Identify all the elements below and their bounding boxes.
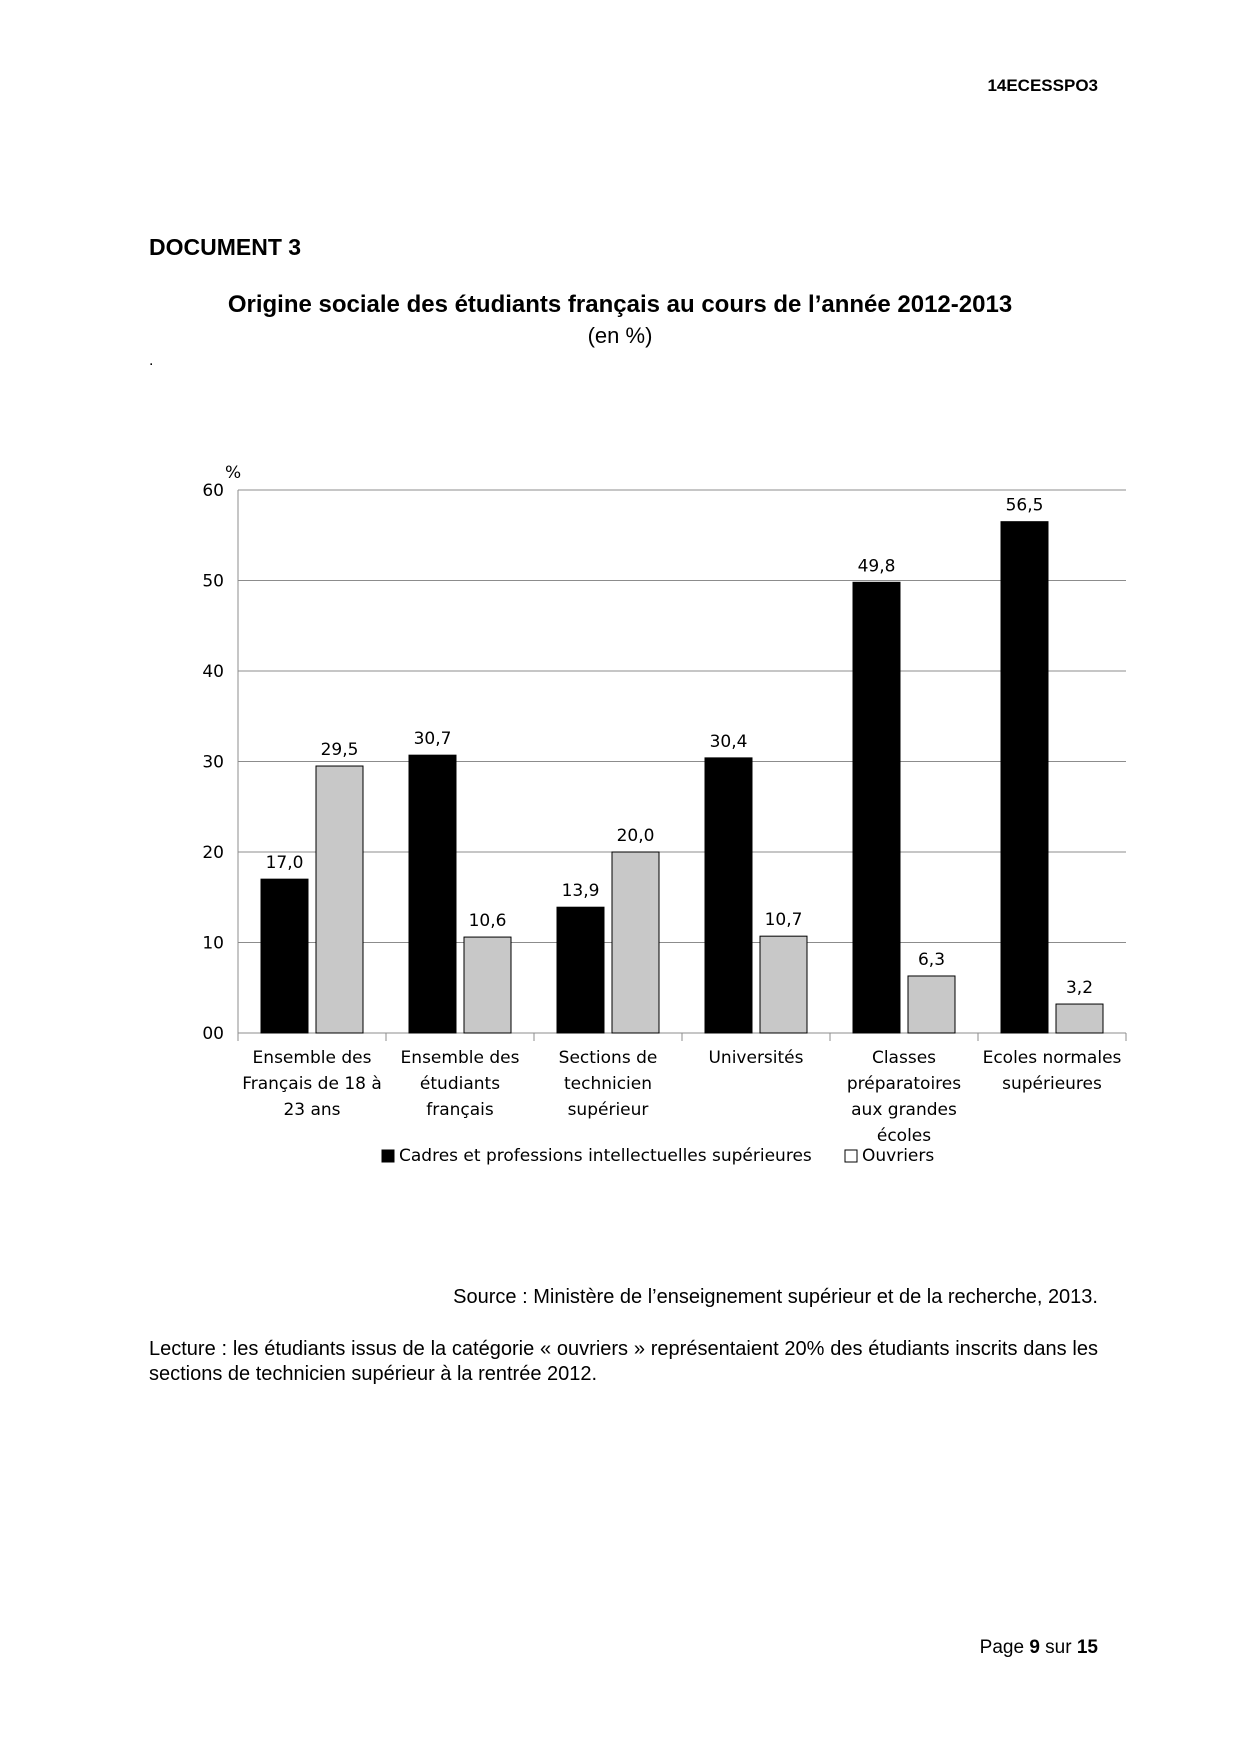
- category-label: supérieures: [1002, 1074, 1102, 1094]
- data-label: 6,3: [917, 949, 946, 970]
- legend-label-ouvriers: Ouvriers: [862, 1146, 935, 1166]
- bar-ouvriers: [1056, 1004, 1103, 1033]
- y-tick-label: 30: [202, 752, 224, 773]
- category-label: Ensemble des: [400, 1048, 520, 1068]
- chart-title: Origine sociale des étudiants français au cours de l’année 2012-2013: [227, 291, 1013, 318]
- bar-ouvriers: [464, 937, 511, 1033]
- bar-ouvriers: [760, 936, 807, 1033]
- category-label: Classes: [871, 1048, 937, 1068]
- category-label: Sections de: [558, 1048, 658, 1068]
- bar-cadres: [853, 582, 900, 1033]
- data-label: 13,9: [561, 881, 600, 902]
- category-label: écoles: [876, 1126, 932, 1146]
- legend-swatch-ouvriers: [845, 1150, 857, 1162]
- bar-ouvriers: [908, 976, 955, 1033]
- category-label: technicien: [563, 1074, 653, 1094]
- page-prefix: Page: [979, 1637, 1025, 1658]
- page-total: 15: [1076, 1637, 1098, 1658]
- category-label: supérieur: [567, 1100, 649, 1120]
- category-label: Français de 18 à: [242, 1074, 382, 1094]
- legend-label-cadres: Cadres et professions intellectuelles supérieures: [399, 1146, 812, 1166]
- category-label: 23 ans: [283, 1100, 341, 1120]
- data-label: 3,2: [1065, 978, 1094, 999]
- data-label: 29,5: [320, 740, 359, 761]
- source-note: Source : Ministère de l’enseignement supérieur et de la recherche, 2013.: [453, 1286, 1098, 1308]
- category-label: étudiants: [419, 1074, 501, 1094]
- bar-cadres: [261, 879, 308, 1033]
- page-number: [980, 1637, 1098, 1659]
- y-tick-label: 10: [202, 933, 224, 954]
- document-label: DOCUMENT 3: [149, 234, 302, 260]
- bar-ouvriers: [612, 852, 659, 1033]
- data-label: 30,4: [709, 731, 748, 752]
- data-label: 20,0: [616, 826, 655, 846]
- category-label: aux grandes: [851, 1100, 957, 1120]
- category-label: Universités: [708, 1048, 804, 1068]
- y-tick-label: 00: [202, 1024, 224, 1044]
- page-mid: sur: [1045, 1637, 1072, 1658]
- category-label: préparatoires: [846, 1074, 962, 1094]
- reading-note: Lecture : les étudiants issus de la catégorie « ouvriers » représentaient 20% des étudiants inscrits dans les sections de technicien supérieur à la rentrée 2012.: [149, 1338, 1098, 1385]
- bar-cadres: [409, 755, 456, 1033]
- data-label: 17,0: [265, 853, 304, 874]
- bar-cadres: [1001, 522, 1048, 1033]
- data-label: 56,5: [1005, 495, 1044, 516]
- category-label: Ensemble des: [252, 1048, 372, 1068]
- page-current: 9: [1029, 1637, 1040, 1658]
- y-tick-label: 50: [202, 571, 224, 592]
- category-label: français: [426, 1100, 494, 1120]
- y-tick-label: 20: [202, 843, 224, 863]
- y-tick-label: 40: [202, 662, 224, 682]
- bar-chart: [190, 455, 1140, 1195]
- chart-subtitle: (en %): [587, 323, 653, 348]
- legend-swatch-cadres: [382, 1150, 394, 1162]
- bar-ouvriers: [316, 766, 363, 1033]
- bar-cadres: [705, 758, 752, 1033]
- data-label: 10,7: [764, 910, 803, 931]
- data-label: 49,8: [857, 556, 896, 577]
- document-code: 14ECESSPO3: [987, 76, 1098, 95]
- category-label: Ecoles normales: [982, 1048, 1122, 1068]
- stray-dot: .: [149, 352, 154, 369]
- y-tick-label: 60: [202, 481, 224, 501]
- y-axis-label: %: [225, 463, 242, 483]
- data-label: 10,6: [468, 911, 507, 932]
- bar-cadres: [557, 907, 604, 1033]
- data-label: 30,7: [413, 729, 452, 750]
